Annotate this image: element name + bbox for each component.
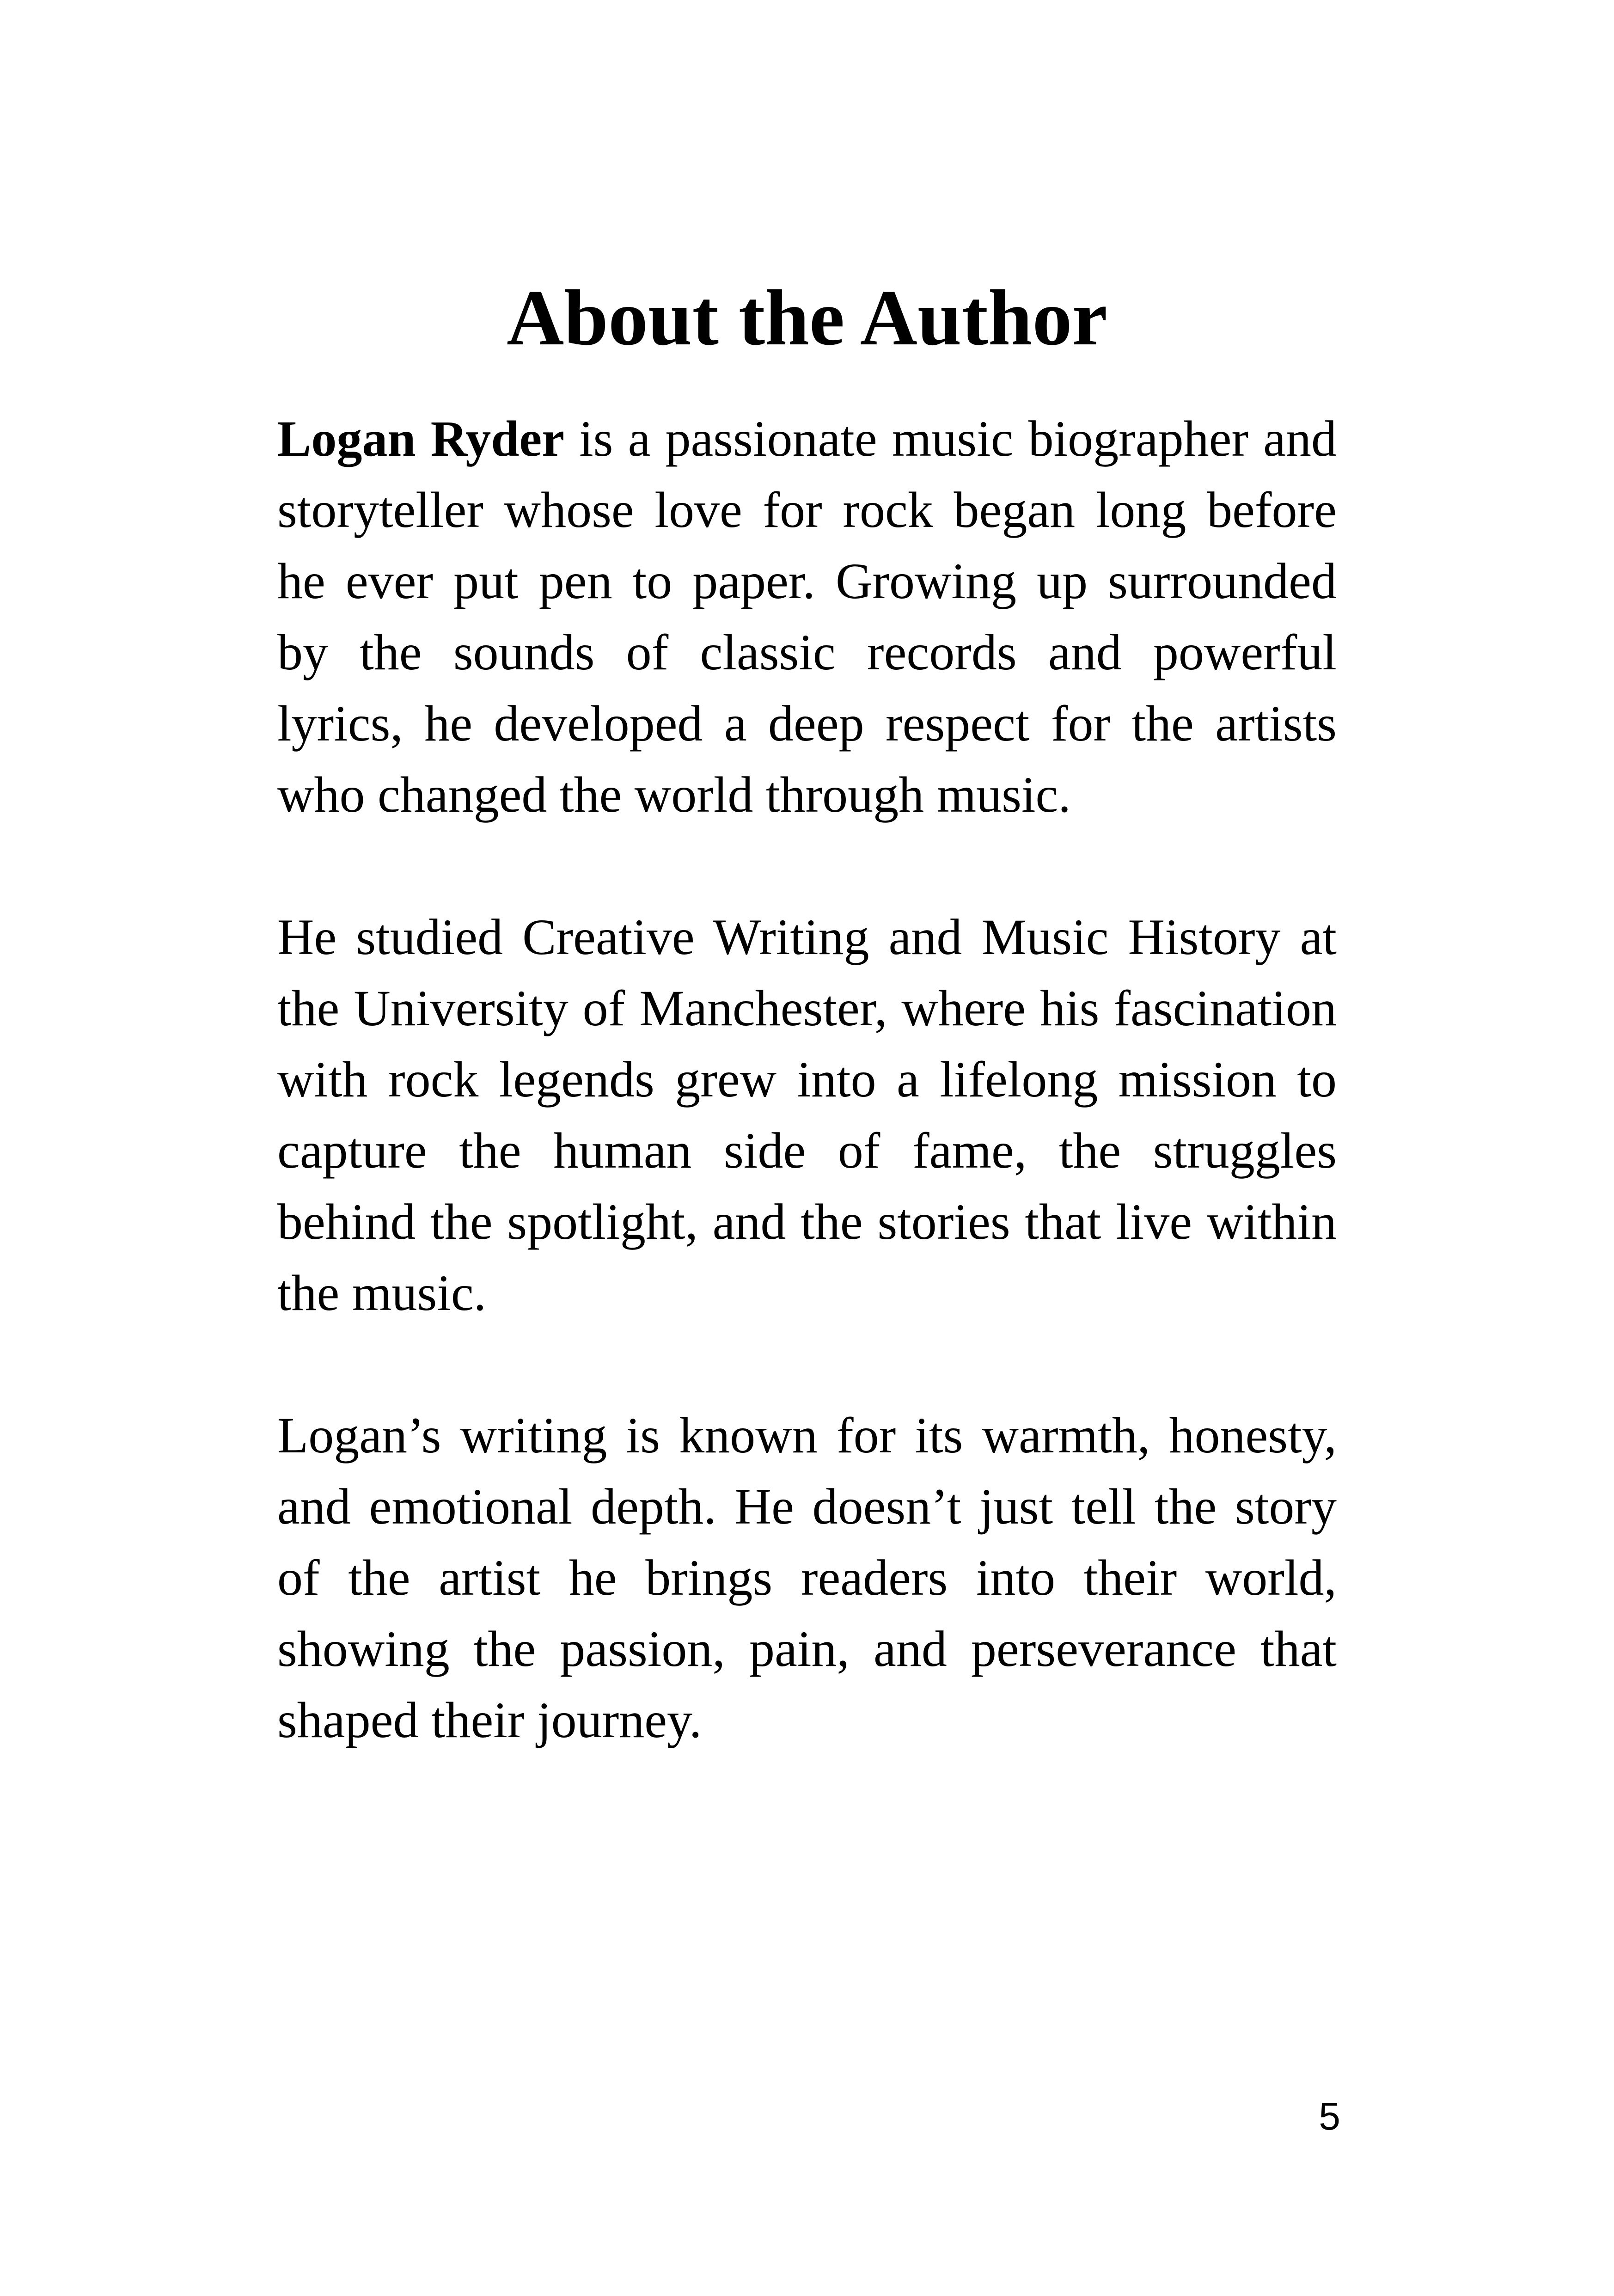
bio-paragraph-1-text: is a passionate music biographer and storyteller whose love for rock began long before he ever put pen to paper. Growing up surrounded by the sounds of classic records and powerful lyrics, he developed a deep respect for the artists who changed the world through music. bbox=[277, 410, 1337, 823]
page-title: About the Author bbox=[507, 274, 1107, 362]
page-number: 5 bbox=[1319, 2094, 1340, 2138]
bio-paragraph-1 bbox=[277, 403, 1337, 830]
bio-paragraph-3: Logan’s writing is known for its warmth, honesty, and emotional depth. He doesn’t just tell the story of the artist he brings readers into their world, showing the passion, pain, and perseverance that shaped their journey. bbox=[277, 1407, 1337, 1748]
author-name: Logan Ryder bbox=[277, 410, 565, 467]
author-bio bbox=[277, 403, 1337, 1756]
bio-paragraph-2: He studied Creative Writing and Music History at the University of Manchester, where his fascination with rock legends grew into a lifelong mission to capture the human side of fame, the struggles behind the spotlight, and the stories that live within the music. bbox=[277, 909, 1337, 1321]
